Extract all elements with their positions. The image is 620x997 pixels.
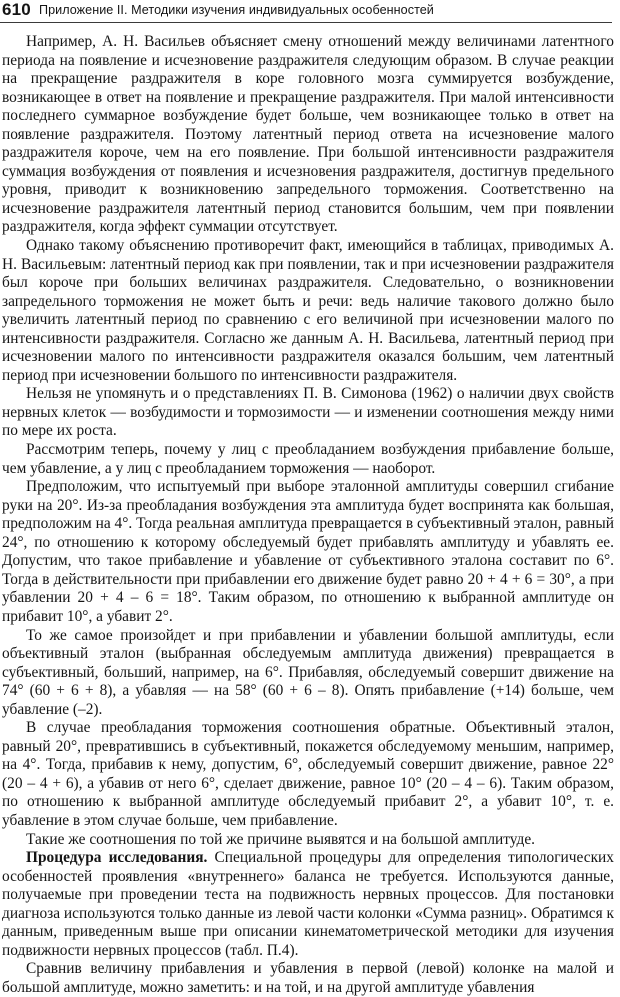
- procedure-paragraph: [2, 849, 614, 960]
- paragraph: Однако такому объяснению противоречит факт, имеющийся в таблицах, приводимых А. Н. Васильевым: латентный период как при появлении, так и при исчезновении раздражителя был короче при больших величинах раздражителя. Следовательно, о возникновении запредельного торможения не может быть и речи: ведь наличие такового должно было увеличить латентный период по сравнению с его величиной при исчезновении малого по интенсивности раздражителя. Согласно же данным А. Н. Васильева, латентный период при исчезновении малого по интенсивности раздражителя оказался большим, чем латентный период при исчезновении большого по интенсивности раздражителя.: [2, 237, 614, 384]
- paragraph: Такие же соотношения по той же причине выявятся и на большой амплитуде.: [26, 830, 535, 848]
- final-paragraph: Сравнив величину прибавления и убавления в первой (левой) колонке на малой и большой амплитуде, можно заметить: и на той, и на другой амплитуде убавления: [2, 960, 614, 996]
- paragraph: Предположим, что испытуемый при выборе эталонной амплитуды совершил сгибание руки на 20°. Из-за преобладания возбуждения эта амплитуда будет воспринята как большая, предположим на 4°. Тогда реальная амплитуда превращается в субъективный эталон, равный 24°, по отношению к которому обследуемый будет прибавлять амплитуду и убавлять ее. Допустим, что такое прибавление и убавление от субъективного эталона составит по 6°. Тогда в действительности при прибавлении его движение будет равно 20 + 4 + 6 = 30°, а при убавлении 20 + 4 – 6 = 18°. Таким образом, по отношению к выбранной амплитуде он прибавит 10°, а убавит 2°.: [2, 478, 614, 625]
- paragraph: В случае преобладания торможения соотношения обратные. Объективный эталон, равный 20°, превратившись в субъективный, покажется обследуемому меньшим, например, на 4°. Тогда, прибавив к нему, допустим, 6°, обследуемый совершит движение, равное 22° (20 – 4 + 6), а убавив от него 6°, сделает движение, равное 10° (20 – 4 – 6). Таким образом, по отношению к выбранной амплитуде обследуемый прибавит 2°, а убавит 10°, т. е. убавление в этом случае больше, чем прибавление.: [2, 719, 614, 829]
- header-rule: [0, 22, 612, 23]
- body-text: [2, 33, 614, 997]
- procedure-text: Специальной процедуры для определения типологических особенностей проявления «внутреннего» баланса не требуется. Используются данные, получаемые при проведении теста на подвижность нервных процессов. Для постановки диагноза используются только данные из левой части колонки «Сумма разниц». Обратимся к данным, приведенным выше при описании кинематометрической методики для изучения подвижности нервных процессов (табл. П.4).: [2, 849, 614, 959]
- paragraph: Рассмотрим теперь, почему у лиц с преобладанием возбуждения прибавление больше, чем убавление, а у лиц с преобладанием торможения — наоборот.: [2, 441, 614, 477]
- page-number: 610: [2, 0, 31, 19]
- page-header: [2, 0, 614, 20]
- running-title: Приложение II. Методики изучения индивидуальных особенностей: [38, 3, 434, 17]
- paragraph: Например, А. Н. Васильев объясняет смену отношений между величинами латентного периода на появление и исчезновение раздражителя следующим образом. В случае реакции на прекращение раздражителя в коре головного мозга суммируется возбуждение, возникающее в ответ на появление и прекращение раздражителя. При малой интенсивности последнего суммарное возбуждение будет больше, чем возникающее только в ответ на появление раздражителя. Поэтому латентный период ответа на исчезновение малого раздражителя короче, чем на его появление. При большой интенсивности раздражителя суммация возбуждения от появления и исчезновения раздражителя, достигнув предельного уровня, приводит к возникновению запредельного торможения. Соответственно на исчезновение раздражителя латентный период становится большим, чем при появлении раздражителя, когда эффект суммации отсутствует.: [2, 33, 614, 236]
- paragraph: То же самое произойдет и при прибавлении и убавлении большой амплитуды, если объективный эталон (выбранная обследуемым амплитуда движения) превращается в субъективный, больший, например, на 6°. Прибавляя, обследуемый совершит движение на 74° (60 + 6 + 8), а убавляя — на 58° (60 + 6 – 8). Опять прибавление (+14) больше, чем убавление (–2).: [2, 626, 614, 718]
- procedure-heading: Процедура исследования.: [26, 849, 208, 867]
- paragraph: Нельзя не упомянуть и о представлениях П. В. Симонова (1962) о наличии двух свойств нервных клеток — возбудимости и тормозимости — и изменении соотношения между ними по мере их роста.: [2, 385, 614, 440]
